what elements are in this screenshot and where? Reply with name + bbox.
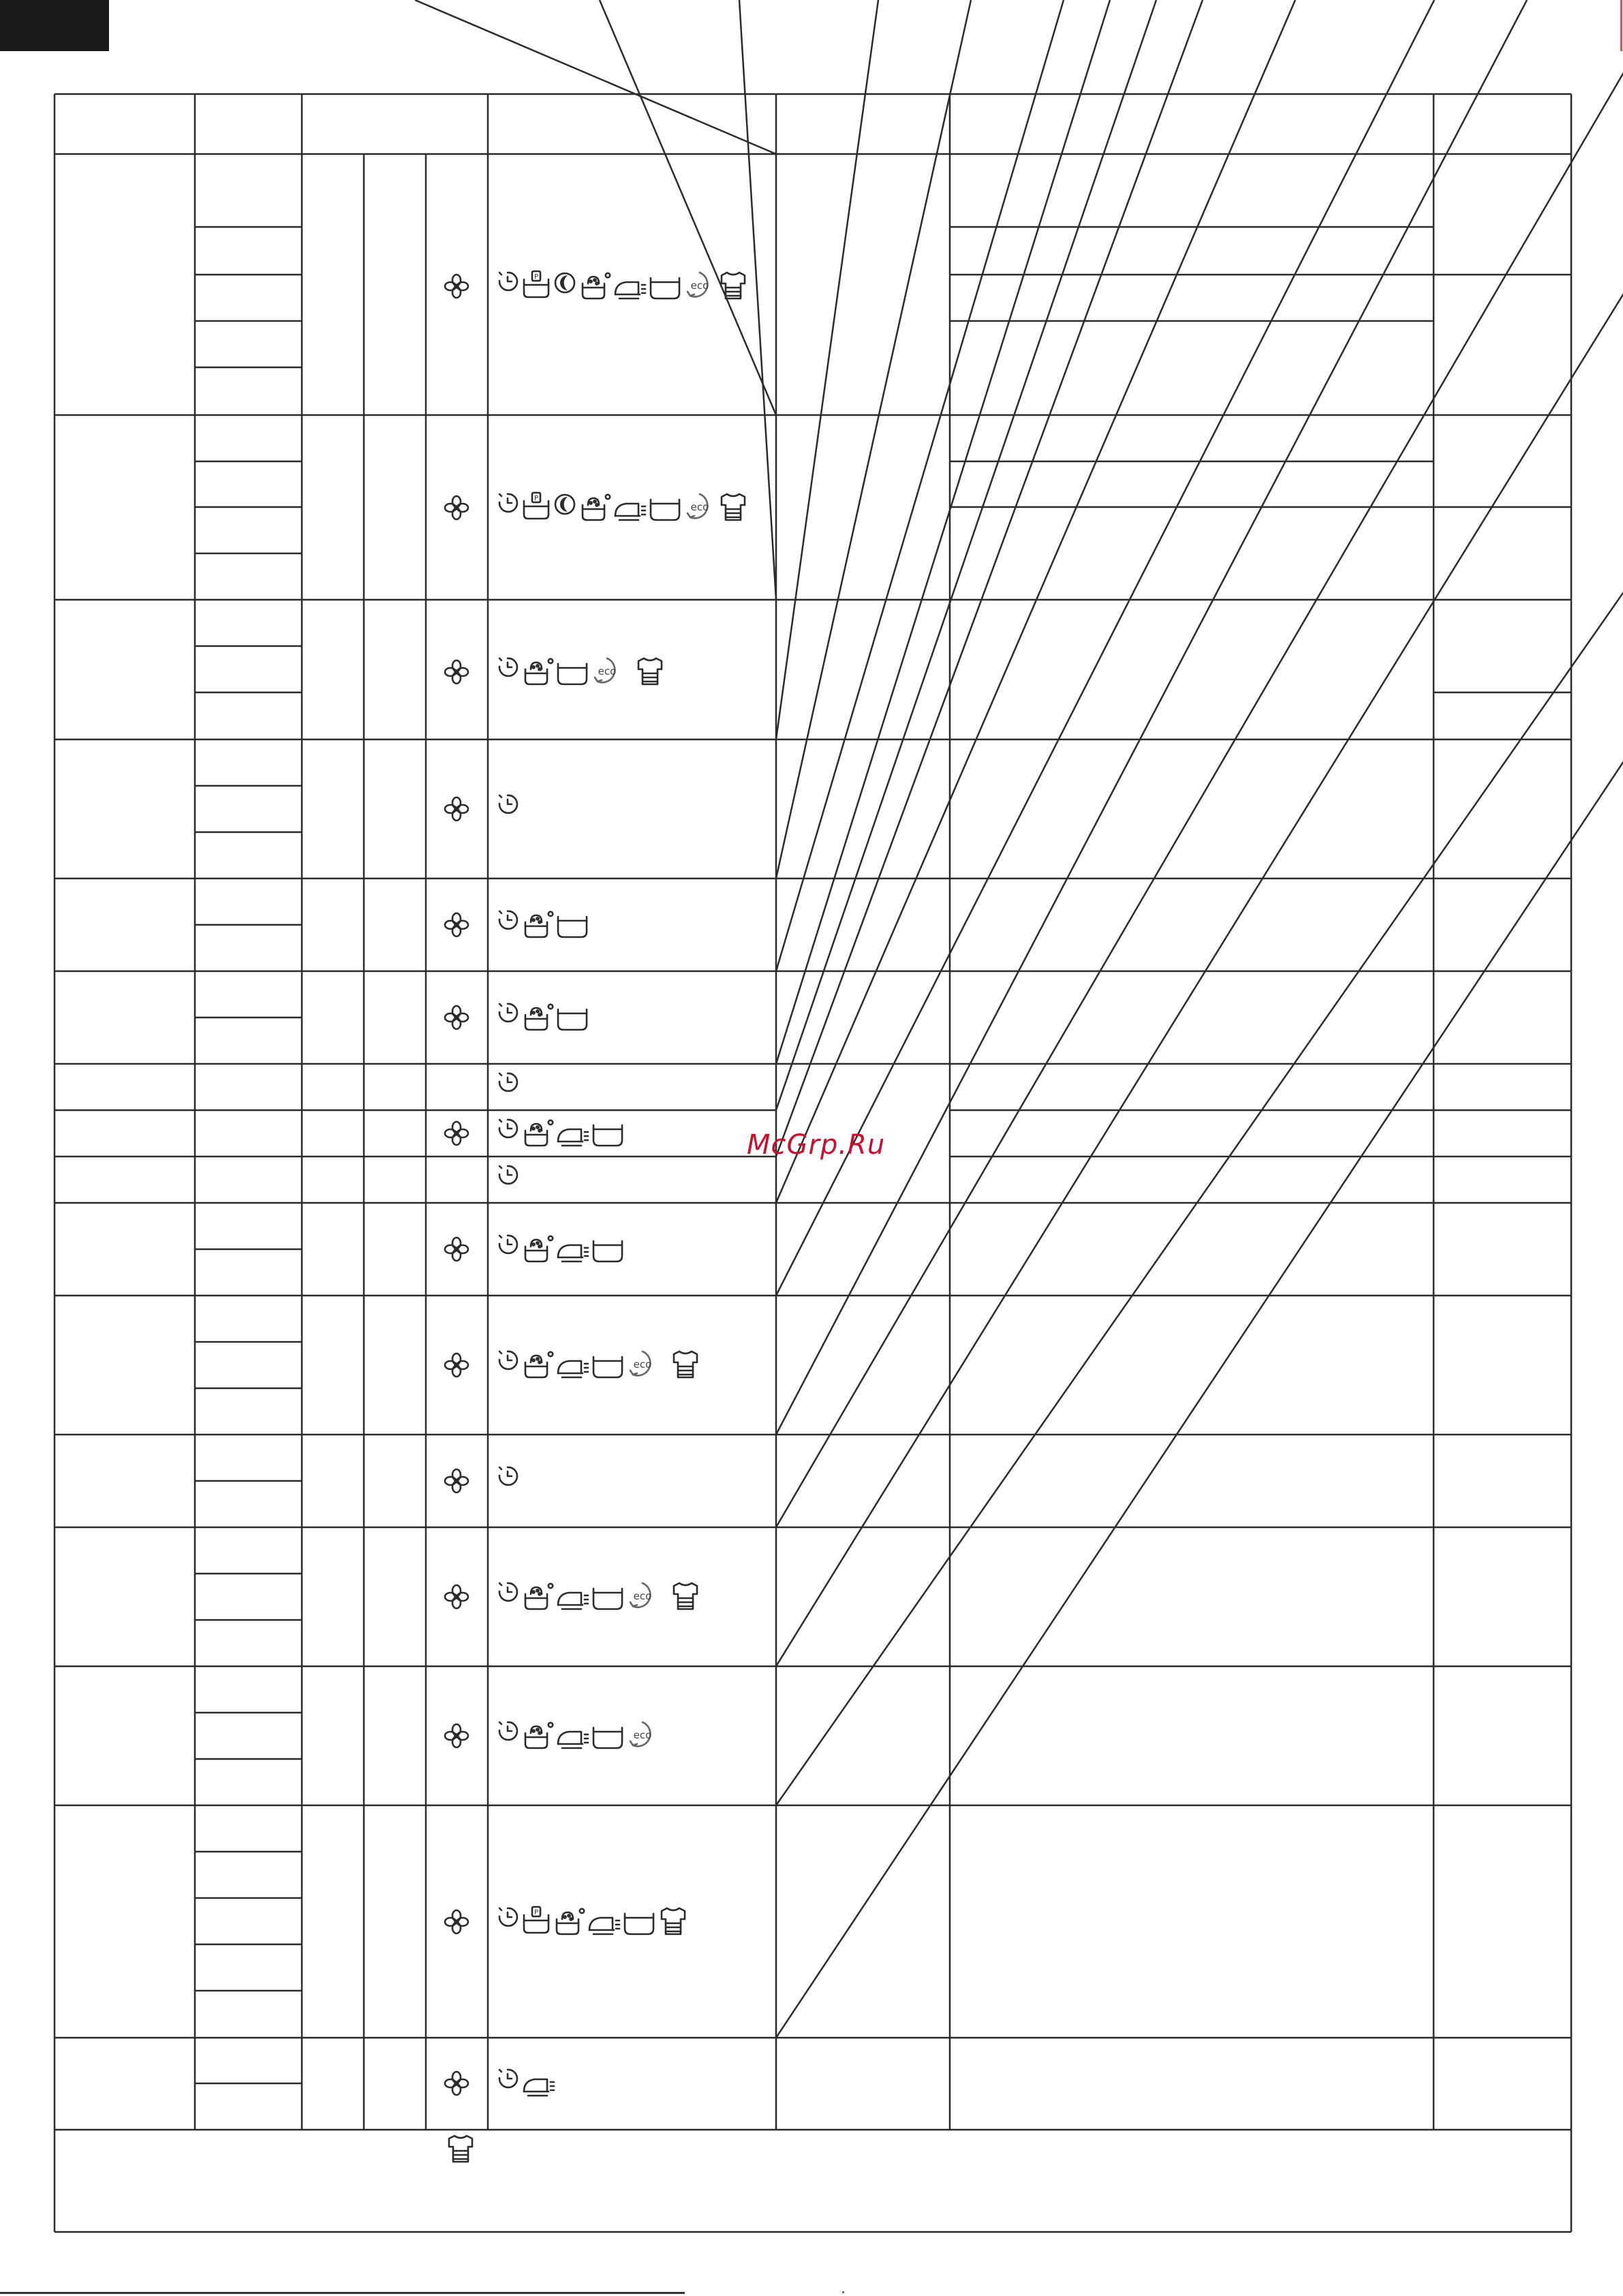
svg-text:eco: eco [598, 665, 617, 677]
fan-blade-icon [444, 273, 469, 299]
timer-icon [495, 1347, 520, 1380]
timer-icon [495, 907, 520, 940]
easy-iron-icon [587, 1904, 621, 1937]
fan-blade-icon [444, 1468, 469, 1494]
timer-icon [495, 1116, 520, 1148]
fan-blade-icon [444, 495, 469, 521]
intensive-wash-icon [521, 907, 554, 940]
easy-iron-icon [555, 1347, 589, 1380]
timer-icon [495, 269, 520, 301]
eco-icon [683, 269, 716, 301]
timer-icon [495, 1904, 520, 1937]
eco-icon [591, 654, 623, 687]
table-rule [415, 0, 776, 154]
timer-icon [495, 791, 520, 824]
spin-shirt-icon [670, 1347, 701, 1380]
fan-blade-icon [444, 1352, 469, 1378]
eco-icon [626, 1347, 659, 1380]
timer-icon [495, 490, 520, 523]
fan-blade-icon [444, 912, 469, 938]
fan-blade-icon [444, 1236, 469, 1262]
prewash-tub-icon [521, 1904, 551, 1937]
bottom-dot [842, 2291, 844, 2293]
extra-rinse-icon [648, 490, 682, 523]
extra-rinse-icon [648, 269, 682, 301]
fan-blade-icon [444, 1909, 469, 1935]
extra-rinse-icon [591, 1718, 625, 1751]
fan-blade-icon [444, 1005, 469, 1030]
fan-blade-icon [444, 2070, 469, 2096]
intensive-wash-icon [521, 1579, 554, 1612]
extra-rinse-icon [622, 1904, 656, 1937]
timer-icon [495, 2066, 520, 2098]
spin-shirt-icon [717, 490, 749, 523]
intensive-wash-icon [521, 1000, 554, 1032]
intensive-wash-icon [521, 1347, 554, 1380]
table-rule [776, 0, 1110, 1064]
intensive-wash-icon [521, 1231, 554, 1264]
svg-text:eco: eco [690, 279, 709, 292]
timer-icon [495, 1463, 520, 1496]
svg-text:eco: eco [633, 1729, 652, 1741]
svg-text:P: P [534, 1909, 539, 1916]
svg-text:P: P [534, 273, 539, 281]
intensive-wash-icon [521, 654, 554, 687]
table-rule [776, 0, 1064, 971]
fan-blade-icon [444, 659, 469, 685]
table-rule [600, 0, 776, 415]
spin-shirt-icon [670, 1579, 701, 1612]
fan-blade-icon [444, 1584, 469, 1610]
intensive-wash-icon [578, 490, 611, 523]
night-moon-icon [553, 490, 577, 523]
extra-rinse-icon [591, 1347, 625, 1380]
prewash-tub-icon [521, 490, 551, 523]
spin-shirt-icon [658, 1904, 689, 1937]
table-rule [776, 0, 971, 878]
table-rule [776, 0, 1156, 1110]
eco-icon [683, 490, 716, 523]
fan-blade-icon [444, 796, 469, 822]
svg-text:P: P [534, 495, 539, 502]
svg-text:eco: eco [633, 1590, 652, 1602]
svg-text:eco: eco [690, 501, 709, 513]
table-rule [776, 0, 1623, 1666]
extra-rinse-icon [591, 1116, 625, 1148]
svg-text:eco: eco [633, 1358, 652, 1371]
timer-icon [495, 1718, 520, 1751]
intensive-wash-icon [521, 1718, 554, 1751]
easy-iron-icon [613, 490, 647, 523]
spin-shirt-icon [445, 2132, 476, 2164]
easy-iron-icon [555, 1579, 589, 1612]
spin-shirt-icon [634, 654, 666, 687]
eco-icon [626, 1718, 659, 1751]
timer-icon [495, 1069, 520, 1102]
extra-rinse-icon [591, 1231, 625, 1264]
intensive-wash-icon [521, 1116, 554, 1148]
table-rule [776, 0, 1623, 1805]
prewash-tub-icon [521, 269, 551, 301]
extra-rinse-icon [555, 907, 589, 940]
timer-icon [495, 1231, 520, 1264]
easy-iron-icon [613, 269, 647, 301]
table-rule [776, 0, 1434, 1296]
watermark-text: McGrp.Ru [747, 1129, 886, 1161]
easy-iron-icon [521, 2066, 555, 2098]
timer-icon [495, 1162, 520, 1195]
easy-iron-icon [555, 1718, 589, 1751]
bottom-divider [0, 2292, 685, 2294]
extra-rinse-icon [591, 1579, 625, 1612]
timer-icon [495, 1579, 520, 1612]
fan-blade-icon [444, 1723, 469, 1749]
table-rule [776, 0, 1623, 1527]
fan-blade-icon [444, 1120, 469, 1146]
timer-icon [495, 654, 520, 687]
intensive-wash-icon [553, 1904, 585, 1937]
easy-iron-icon [555, 1231, 589, 1264]
night-moon-icon [553, 269, 577, 301]
intensive-wash-icon [578, 269, 611, 301]
table-rule [776, 0, 1527, 1435]
table-rule [776, 0, 878, 739]
extra-rinse-icon [555, 1000, 589, 1032]
timer-icon [495, 1000, 520, 1032]
spin-shirt-icon [717, 269, 749, 301]
eco-icon [626, 1579, 659, 1612]
table-rule [776, 0, 1203, 1157]
extra-rinse-icon [555, 654, 589, 687]
easy-iron-icon [555, 1116, 589, 1148]
